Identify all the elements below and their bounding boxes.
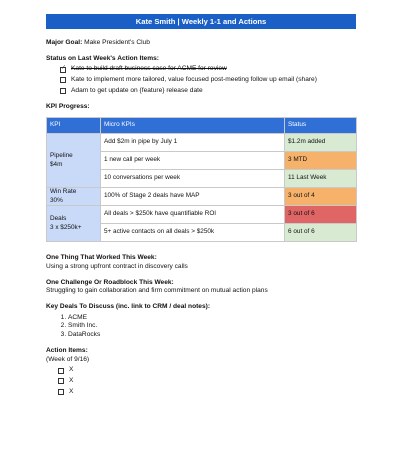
status-item[interactable] bbox=[60, 65, 356, 74]
action-items-section bbox=[46, 347, 356, 397]
title-banner: Kate Smith | Weekly 1-1 and Actions bbox=[46, 14, 356, 29]
one-thing-title: One Thing That Worked This Week: bbox=[46, 254, 157, 262]
one-thing-section bbox=[46, 254, 356, 271]
kpi-cell: Win Rate 30% bbox=[47, 188, 101, 206]
checkbox-checked-icon[interactable] bbox=[60, 67, 66, 73]
action-items-week: (Week of 9/16) bbox=[46, 355, 90, 363]
table-row bbox=[47, 206, 357, 224]
kpi-section: KPI Progress: KPI Micro KPIs Status Pipeline $4m Add $2m in pipe by July 1 $1.2m added 1 new call per week 3 MTD 10 conversations per week 11 Last Week Win Rate 30% 100% of Stage 2 deals have MAP 3 out of 4 Deals 3 x $250k+ All deals > $250k have quantifiable ROI 3 out of 6 5+ active contacts on all deals > $250k 6 out of 6 bbox=[46, 103, 356, 243]
status-item-text: Kate to implement more tailored, value focused post-meeting follow up email (share) bbox=[71, 76, 317, 84]
micro-kpi-cell: Add $2m in pipe by July 1 bbox=[101, 134, 285, 152]
micro-kpi-cell: 1 new call per week bbox=[101, 152, 285, 170]
header-status: Status bbox=[285, 118, 357, 134]
major-goal-label: Major Goal bbox=[46, 39, 81, 46]
kpi-cell: Deals 3 x $250k+ bbox=[47, 206, 101, 242]
checkbox-icon[interactable] bbox=[58, 389, 64, 395]
status-cell: $1.2m added bbox=[285, 134, 357, 152]
header-micro: Micro KPIs bbox=[101, 118, 285, 134]
status-item[interactable] bbox=[60, 76, 356, 85]
checkbox-icon[interactable] bbox=[58, 378, 64, 384]
status-cell: 6 out of 6 bbox=[285, 224, 357, 242]
micro-kpi-cell: 5+ active contacts on all deals > $250k bbox=[101, 224, 285, 242]
challenge-title: One Challenge Or Roadblock This Week: bbox=[46, 278, 174, 286]
challenge-section bbox=[46, 279, 356, 296]
checkbox-icon[interactable] bbox=[60, 88, 66, 94]
list-item: 2. Smith Inc. bbox=[68, 322, 356, 331]
list-item: 3. DataRocks bbox=[68, 331, 356, 340]
key-deals-section: Key Deals To Discuss (inc. link to CRM / deal notes): 1. ACME 2. Smith Inc. 3. DataRocks bbox=[46, 303, 356, 340]
key-deals-list bbox=[46, 314, 356, 340]
action-item[interactable] bbox=[58, 388, 356, 397]
action-item[interactable] bbox=[58, 366, 356, 375]
micro-kpi-cell: 100% of Stage 2 deals have MAP bbox=[101, 188, 285, 206]
micro-kpi-cell: 10 conversations per week bbox=[101, 170, 285, 188]
status-item-text: Kate to build draft business case for ACME for review bbox=[71, 65, 227, 73]
status-title: Status on Last Week's Action Items bbox=[46, 54, 157, 62]
document bbox=[46, 14, 356, 396]
status-cell: 3 out of 4 bbox=[285, 188, 357, 206]
kpi-title: KPI Progress bbox=[46, 102, 88, 110]
table-row bbox=[47, 188, 357, 206]
major-goal-value: Make President's Club bbox=[84, 39, 150, 46]
status-item[interactable] bbox=[60, 87, 356, 96]
kpi-table bbox=[46, 117, 357, 242]
checkbox-icon[interactable] bbox=[58, 368, 64, 374]
action-item-text: X bbox=[69, 376, 74, 384]
kpi-cell: Pipeline $4m bbox=[47, 134, 101, 188]
kpi-header-row bbox=[47, 118, 357, 134]
one-thing-value: Using a strong upfront contract in discovery calls bbox=[46, 262, 188, 270]
status-section: Status on Last Week's Action Items: ✓ Kate to build draft business case for ACME for review Kate to implement more tailored, value focused post-meeting follow up email (share) Adam to get update on {feature} release date bbox=[46, 55, 356, 96]
header-kpi: KPI bbox=[47, 118, 101, 134]
status-cell: 3 MTD bbox=[285, 152, 357, 170]
action-item-text: X bbox=[69, 387, 74, 395]
checkbox-icon[interactable] bbox=[60, 77, 66, 83]
status-cell: 3 out of 6 bbox=[285, 206, 357, 224]
key-deals-title: Key Deals To Discuss (inc. link to CRM / deal notes) bbox=[46, 303, 208, 311]
action-item-text: X bbox=[69, 366, 74, 374]
status-item-text: Adam to get update on {feature} release date bbox=[71, 86, 203, 94]
action-item[interactable] bbox=[58, 377, 356, 386]
major-goal: Major Goal: Make President's Club bbox=[46, 39, 150, 46]
table-row bbox=[47, 134, 357, 152]
list-item: 1. ACME bbox=[68, 314, 356, 323]
action-items-title: Action Items: bbox=[46, 346, 88, 354]
micro-kpi-cell: All deals > $250k have quantifiable ROI bbox=[101, 206, 285, 224]
challenge-value: Struggling to gain collaboration and firm commitment on mutual action plans bbox=[46, 287, 268, 295]
status-cell: 11 Last Week bbox=[285, 170, 357, 188]
